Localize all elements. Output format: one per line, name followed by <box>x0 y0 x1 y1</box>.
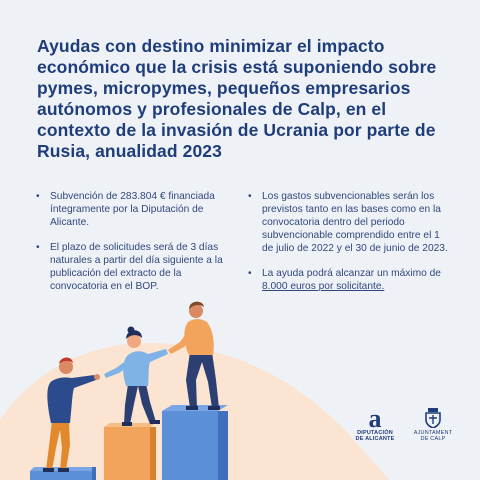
page-title: Ayudas con destino minimizar el impacto económico que la crisis está suponiendo sobre pymes, micropymes, pequeños empresarios autónomos y profesionales de Calp, en el contexto de la invasión de Ucrania por parte de Rusia, anualidad 2023 <box>37 36 437 161</box>
diputacion-logo-line1: DIPUTACIÓN <box>357 430 393 436</box>
step-medium <box>104 423 156 480</box>
step-large <box>162 405 228 480</box>
bullet: • <box>248 268 252 279</box>
bullet: • <box>248 191 252 202</box>
item-text: El plazo de solicitudes será de 3 días naturales a partir del día siguiente a la publicación del extracto de la convocatoria en el BOP. <box>50 242 223 292</box>
list-item <box>248 190 448 255</box>
calp-shield-icon <box>425 408 441 428</box>
ajuntament-calp-logo <box>410 408 456 442</box>
max-amount-text: 8.000 euros por solicitante. <box>262 281 385 292</box>
ajuntament-logo-line1: AJUNTAMENT <box>413 430 453 436</box>
bullet: • <box>36 242 40 253</box>
item-text: Subvención de 283.804 € financiada íntegramente por la Diputación de Alicante. <box>50 191 215 228</box>
teamwork-illustration <box>0 290 480 480</box>
ajuntament-logo-line2: DE CALP <box>420 436 446 442</box>
diputacion-a-icon: a <box>368 404 382 433</box>
bullet: • <box>36 191 40 202</box>
list-item <box>36 190 232 229</box>
diputacion-alicante-logo <box>355 404 395 442</box>
item-text: Los gastos subvencionables serán los previstos tanto en las bases como en la convocatoria dentro del periodo subvencionable comprendido entre el 1 de julio de 2022 y el 30 de junio de 2023. <box>262 191 448 254</box>
item-text: La ayuda podrá alcanzar un máximo de <box>262 268 441 279</box>
diputacion-logo-line2: DE ALICANTE <box>355 436 395 442</box>
left-column <box>36 190 232 305</box>
list-item <box>36 241 232 293</box>
right-column <box>248 190 448 305</box>
